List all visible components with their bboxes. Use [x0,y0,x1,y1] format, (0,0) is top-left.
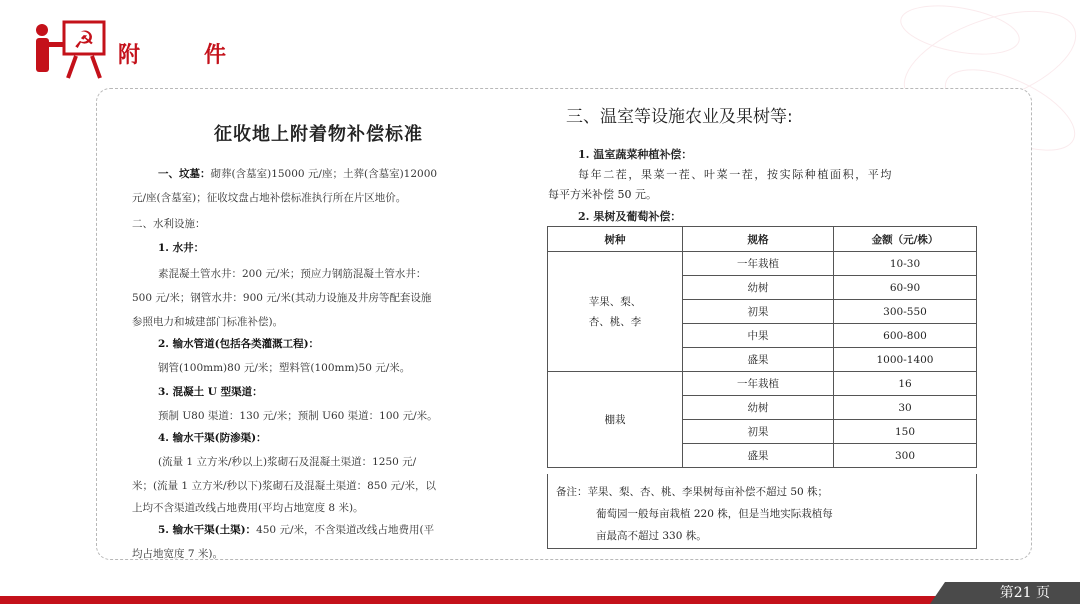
left-doc-line: 二、水利设施： [132,218,206,230]
left-doc-line: 上均不含渠道改线占地费用(平均占地宽度 8 米)。 [132,502,364,514]
col-header-species: 树种 [548,227,683,252]
right-doc-title: 三、温室等设施农业及果树等: [566,107,793,127]
left-doc-line: 5. 输水干渠(土渠)：450 元/米，不含渠道改线占地费用(平 [158,524,435,536]
amount-cell: 30 [834,396,977,420]
sec1-line2: 每平方米补偿 50 元。 [548,188,657,201]
amount-cell: 150 [834,420,977,444]
amount-cell: 16 [834,372,977,396]
species-cell: 苹果、梨、 杏、桃、李 [548,252,683,372]
spec-cell: 中果 [683,324,834,348]
left-doc-title: 征收地上附着物补偿标准 [214,124,423,145]
left-doc-line: 2. 输水管道(包括各类灌溉工程)： [158,338,320,350]
left-doc-line: 参照电力和城建部门标准补偿)。 [132,316,284,328]
amount-cell: 60-90 [834,276,977,300]
note-line3: 亩最高不超过 330 株。 [596,530,707,542]
page-number: 第21 页 [999,585,1050,601]
spec-cell: 幼树 [683,396,834,420]
table-row [548,252,977,276]
spec-cell: 幼树 [683,276,834,300]
col-header-spec: 规格 [683,227,834,252]
left-doc-line: 500 元/米；钢管水井：900 元/米(其动力设施及井房等配套设施 [132,292,432,304]
spec-cell: 初果 [683,420,834,444]
col-header-amount: 金额（元/株） [834,227,977,252]
left-doc-line: 3. 混凝土 U 型渠道： [158,386,263,398]
title-part1: 附 [118,43,142,68]
amount-cell: 300 [834,444,977,468]
amount-cell: 1000-1400 [834,348,977,372]
left-doc-line: 一、坟墓：砌葬(含墓室)15000 元/座；土葬(含墓室)12000 [158,168,438,180]
sec1-heading: 1. 温室蔬菜种植补偿： [578,148,693,161]
left-doc-line: 钢管(100mm)80 元/米；塑料管(100mm)50 元/米。 [158,362,411,374]
footer-bar [0,596,1080,604]
left-doc-line: 素混凝土管水井：200 元/米；预应力钢筋混凝土管水井： [158,268,427,280]
left-doc-line: 4. 输水干渠(防渗渠)： [158,432,267,444]
sec2-heading: 2. 果树及葡萄补偿： [578,210,682,223]
svg-text:☭: ☭ [73,26,95,54]
left-doc-line: (流量 1 立方米/秒以上)浆砌石及混凝土渠道：1250 元/ [158,456,417,468]
spec-cell: 初果 [683,300,834,324]
party-speaker-icon [34,16,106,80]
left-doc-line: 米；(流量 1 立方米/秒以下)浆砌石及混凝土渠道：850 元/米，以 [132,480,437,492]
title-part2: 件 [204,43,228,68]
left-doc-line: 1. 水井： [158,242,205,254]
left-doc-line: 均占地宽度 7 米)。 [132,548,223,560]
table-header-row [548,227,977,252]
amount-cell: 300-550 [834,300,977,324]
species-cell: 棚栽 [548,372,683,468]
table-row [548,372,977,396]
amount-cell: 10-30 [834,252,977,276]
spec-cell: 一年栽植 [683,372,834,396]
spec-cell: 盛果 [683,348,834,372]
spec-cell: 盛果 [683,444,834,468]
footer-dot [536,598,540,602]
sec1-line1: 每年二茬，果菜一茬、叶菜一茬，按实际种植面积，平均 [578,168,893,181]
note-line1: 备注：苹果、梨、杏、桃、李果树每亩补偿不超过 50 株； [556,486,829,498]
left-doc-line: 元/座(含墓室)；征收坟盘占地补偿标准执行所在片区地价。 [132,192,407,204]
page-title [118,38,228,69]
note-line2: 葡萄园一般每亩栽植 220 株，但是当地实际栽植每 [596,508,833,520]
amount-cell: 600-800 [834,324,977,348]
left-doc-line: 预制 U80 渠道：130 元/米；预制 U60 渠道：100 元/米。 [158,410,438,422]
spec-cell: 一年栽植 [683,252,834,276]
fruit-tree-table [547,226,977,468]
